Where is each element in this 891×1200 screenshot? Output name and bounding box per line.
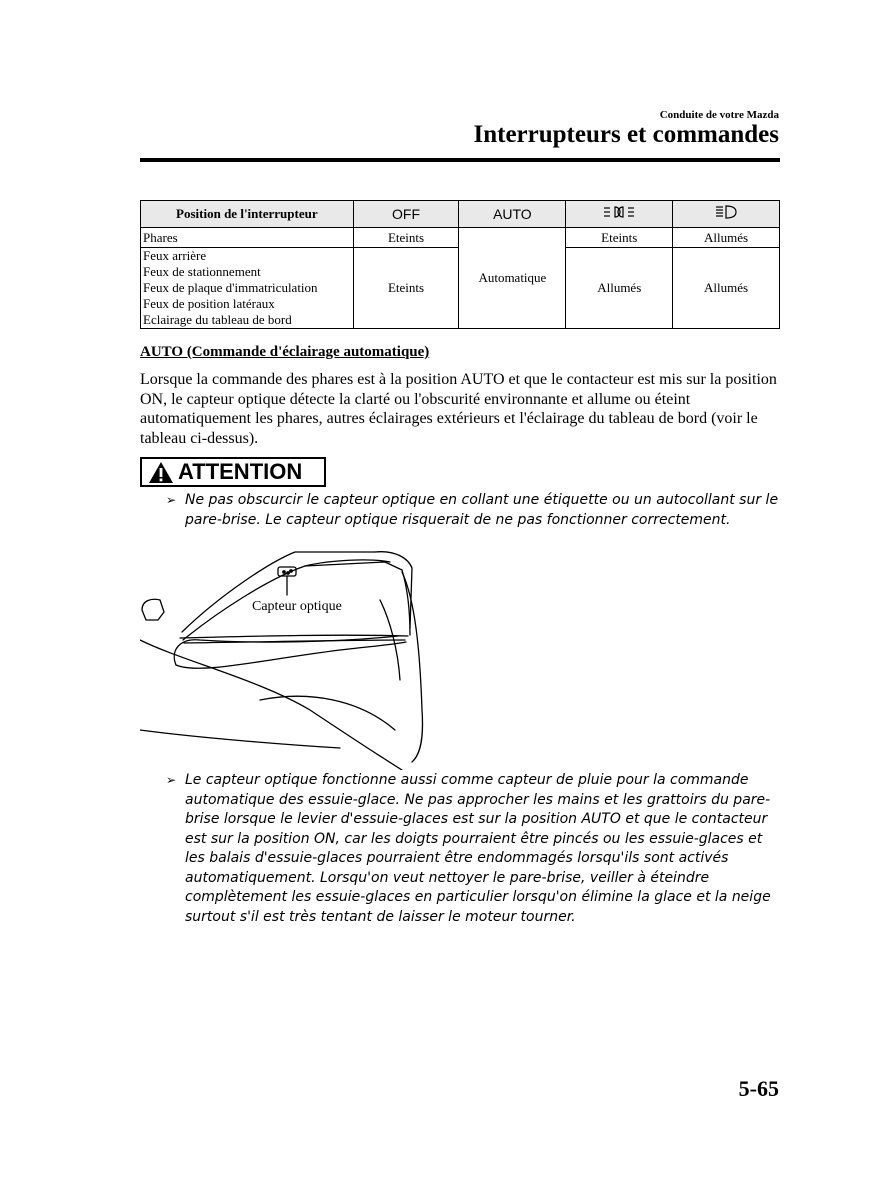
page-number: 5-65 bbox=[738, 1076, 779, 1101]
section-heading: AUTO (Commande d'éclairage automatique) bbox=[140, 344, 430, 360]
table-row bbox=[141, 228, 780, 248]
header-auto: AUTO bbox=[459, 201, 566, 228]
table-header-row bbox=[141, 201, 780, 228]
row-label-line: Feux arrière bbox=[143, 248, 207, 263]
header-off: OFF bbox=[353, 201, 459, 228]
arrow-bullet-icon: ➢ bbox=[166, 773, 177, 787]
warning-bullet bbox=[166, 491, 786, 530]
attention-box bbox=[140, 457, 326, 487]
warning-bullet bbox=[166, 771, 786, 927]
header-position: Position de l'interrupteur bbox=[141, 201, 354, 228]
warning-triangle-icon bbox=[148, 461, 174, 484]
header-parking-lights bbox=[566, 201, 673, 228]
row-label-phares: Phares bbox=[141, 228, 354, 248]
page-title: Interrupteurs et commandes bbox=[473, 121, 779, 148]
cell-headlight: Allumés bbox=[673, 248, 780, 329]
attention-label: ATTENTION bbox=[178, 459, 303, 484]
cell-parking: Eteints bbox=[566, 228, 673, 248]
row-label-feux bbox=[141, 248, 354, 329]
header-divider bbox=[140, 158, 780, 162]
parking-lights-icon bbox=[602, 205, 636, 219]
row-label-line: Feux de plaque d'immatriculation bbox=[143, 280, 318, 295]
arrow-bullet-icon: ➢ bbox=[166, 493, 177, 507]
figure-label: Capteur optique bbox=[252, 599, 342, 614]
bullet-text: Ne pas obscurcir le capteur optique en collant une étiquette ou un autocollant sur le pare-brise. Le capteur optique risquerait de ne pas fonctionner correctement. bbox=[185, 492, 779, 528]
row-label-line: Feux de position latéraux bbox=[143, 296, 275, 311]
row-label-line: Feux de stationnement bbox=[143, 264, 261, 279]
cell-auto: Automatique bbox=[459, 228, 566, 329]
body-paragraph: Lorsque la commande des phares est à la position AUTO et que le contacteur est mis sur la position ON, le capteur optique détecte la clarté ou l'obscurité environnante et allume ou éteint automatiquement les phares, autres éclairages extérieurs et l'éclairage du tableau de bord (voir le tableau ci-dessus). bbox=[140, 371, 777, 447]
cell-off: Eteints bbox=[353, 248, 459, 329]
bullet-text: Le capteur optique fonctionne aussi comme capteur de pluie pour la commande automatique des essuie-glace. Ne pas approcher les mains et les grattoirs du pare-brise lorsque le levier d'essuie-glaces est sur la position AUTO et que le contacteur est sur la position ON, car les doigts pourraient être pincés ou les essuie-glaces et les balais d'essuie-glaces pourraient être endommagés lorsqu'ils sont activés automatiquement. Lorsqu'on veut nettoyer le pare-brise, veiller à éteindre complètement les essuie-glaces en particulier lorsqu'on élimine la glace et la neige surtout s'il est très tentant de laisser le moteur tourner. bbox=[185, 772, 771, 925]
lighting-table bbox=[140, 200, 780, 329]
cell-headlight: Allumés bbox=[673, 228, 780, 248]
cell-parking: Allumés bbox=[566, 248, 673, 329]
cell-off: Eteints bbox=[353, 228, 459, 248]
headlight-icon bbox=[714, 205, 738, 219]
header-headlights bbox=[673, 201, 780, 228]
section-title: Conduite de votre Mazda bbox=[659, 109, 779, 121]
row-label-line: Eclairage du tableau de bord bbox=[143, 312, 292, 327]
windshield-illustration bbox=[140, 540, 430, 770]
